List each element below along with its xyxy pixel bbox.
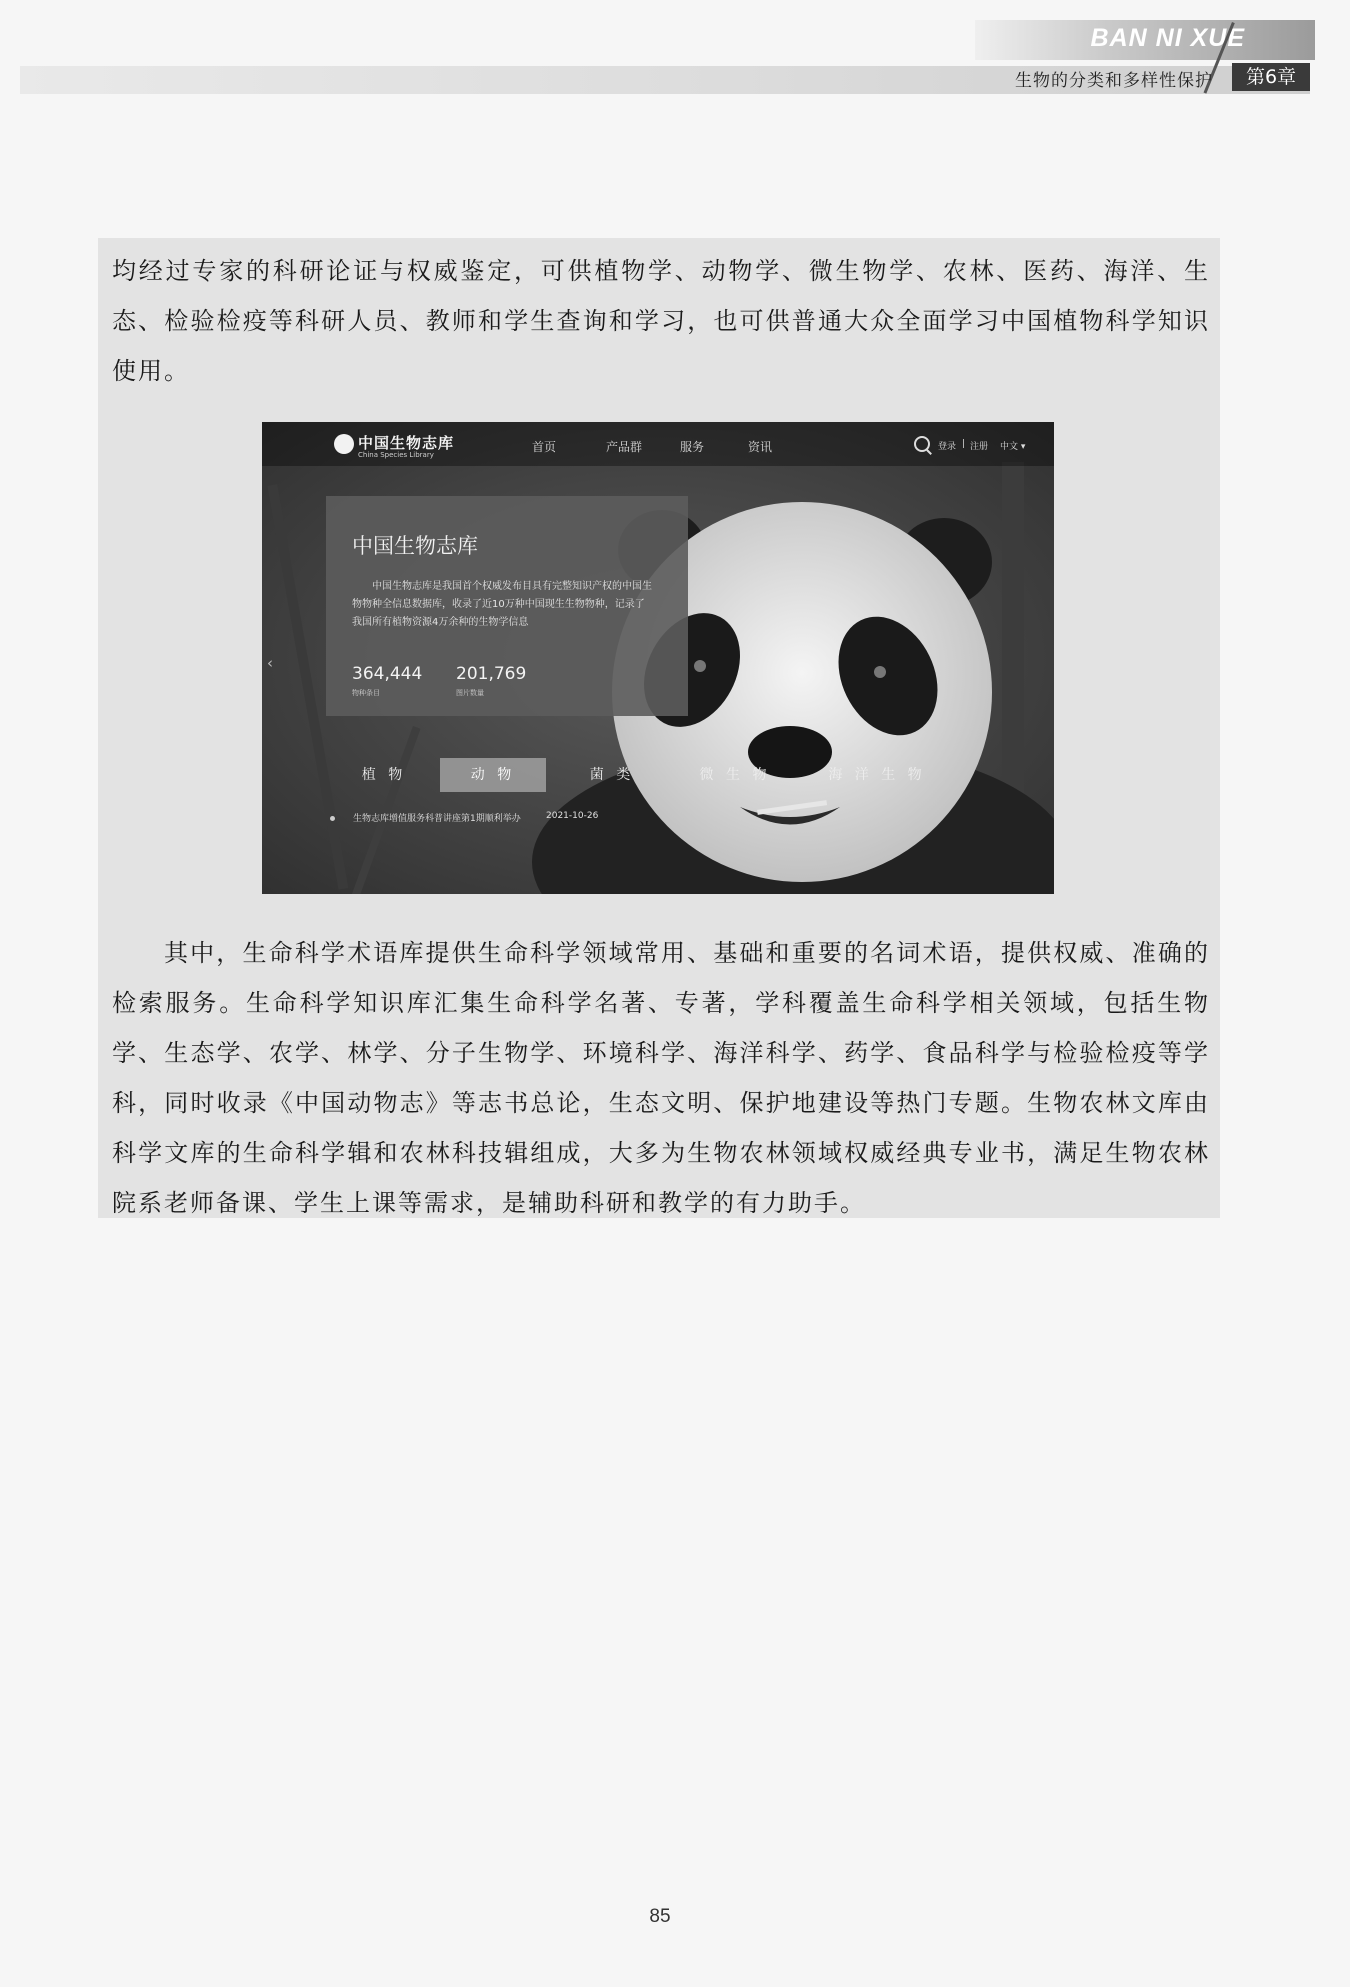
news-bullet-icon [330,816,335,821]
stat-species-label: 物种条目 [352,689,380,697]
nav-language: 中文 ▾ [1000,442,1026,452]
stat-images-value: 201,769 [456,664,527,684]
page-number: 85 [649,1906,671,1927]
stat-species-value: 364,444 [352,664,423,684]
site-logo-text: 中国生物志库 [358,434,455,452]
header-subject: 生物的分类和多样性保护 [1015,71,1213,91]
category-tab-plants: 植 物 [361,767,407,783]
intro-title: 中国生物志库 [352,534,478,558]
nav-login: 登录 [938,442,957,452]
site-nav-bar [262,422,1054,466]
nav-item-home: 首页 [532,440,557,454]
paragraph-2: 其中，生命科学术语库提供生命科学领域常用、基础和重要的名词术语，提供权威、准确的检索服务。生命科学知识库汇集生命科学名著、专著，学科覆盖生命科学相关领域，包括生物学、生态学、农学、林学、分子生物学、环境科学、海洋科学、药学、食品科学与检验检疫等学科，同时收录《中国动物志》等志书总论，生态文明、保护地建设等热门专题。生物农林文库由科学文库的生命科学辑和农林科技辑组成，大多为生物农林领域权威经典专业书，满足生物农林院系老师备课、学生上课等需求，是辅助科研和教学的有力助手。 [112,939,1210,1217]
category-tab-fungi: 菌 类 [589,767,635,783]
category-tab-animals: 动 物 [440,758,546,792]
category-tab-marine: 海 洋 生 物 [828,767,926,783]
category-tab-microbes: 微 生 物 [699,767,771,783]
nav-register: 注册 [970,442,989,452]
nav-divider: | [962,439,966,449]
intro-card [326,496,688,716]
news-date: 2021-10-26 [546,811,599,821]
site-logo-subtext: China Species Library [358,451,434,459]
intro-description: 中国生物志库是我国首个权威发布目具有完整知识产权的中国生物物种全信息数据库，收录了近10万种中国现生生物物种，记录了我国所有植物资源4万余种的生物学信息 [352,581,652,628]
website-screenshot [262,422,1054,894]
header-chapter: 第6章 [1232,63,1310,91]
carousel-prev-icon: ‹ [267,654,273,672]
nav-item-news: 资讯 [748,440,773,454]
header-brand: BAN NI XUE [1090,24,1245,52]
logo-icon [334,434,354,454]
search-icon [914,436,930,452]
nav-item-services: 服务 [680,440,705,454]
news-headline: 生物志库增值服务科普讲座第1期顺利举办 [353,814,521,824]
paragraph-1: 均经过专家的科研论证与权威鉴定，可供植物学、动物学、微生物学、农林、医药、海洋、生态、检验检疫等科研人员、教师和学生查询和学习，也可供普通大众全面学习中国植物科学知识使用。 [112,257,1210,385]
stat-images-label: 图片数量 [456,689,484,697]
nav-item-products: 产品群 [606,440,643,454]
